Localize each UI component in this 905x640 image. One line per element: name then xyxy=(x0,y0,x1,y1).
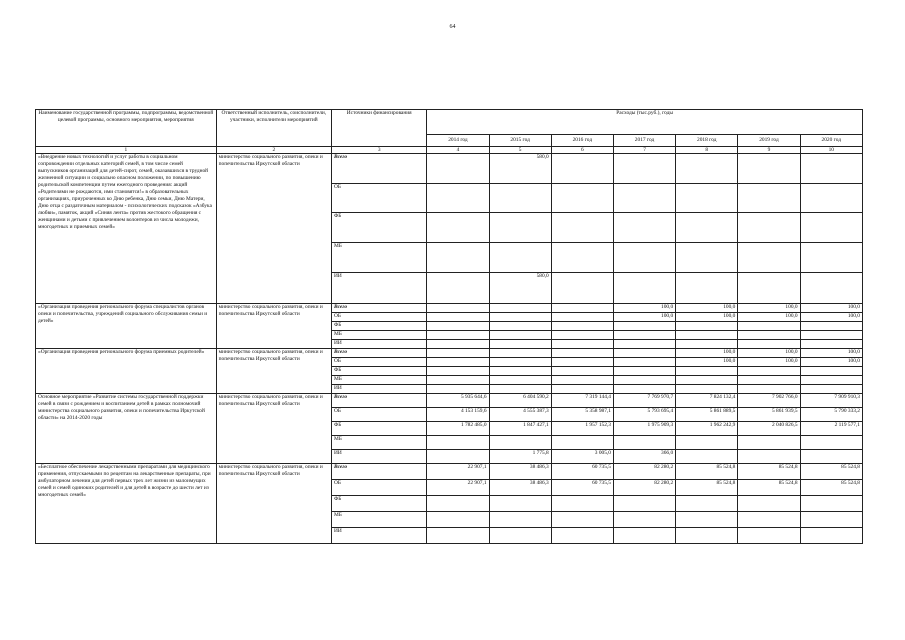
expense-value xyxy=(800,340,862,349)
expense-value xyxy=(800,450,862,464)
expense-value xyxy=(551,243,613,273)
expense-value xyxy=(613,367,675,376)
expense-value xyxy=(427,340,489,349)
expense-value xyxy=(427,213,489,243)
expense-value xyxy=(676,331,738,340)
column-number: 8 xyxy=(676,147,738,154)
expense-value xyxy=(800,528,862,544)
expense-value xyxy=(489,512,551,528)
expense-value: 100,0 xyxy=(800,313,862,322)
expense-value: 100,0 xyxy=(676,349,738,358)
header-expenses: Расходы (тыс.руб.), годы xyxy=(427,110,863,135)
funding-source: МБ xyxy=(332,243,427,273)
expense-value xyxy=(676,273,738,304)
expense-value: 100,0 xyxy=(800,304,862,313)
expense-value xyxy=(676,436,738,450)
expense-value: 1 847 427,1 xyxy=(489,422,551,436)
expense-value xyxy=(738,436,800,450)
year-header: 2016 год xyxy=(551,135,613,147)
expense-value: 580,0 xyxy=(489,273,551,304)
funding-source: ОБ xyxy=(332,480,427,496)
expense-value xyxy=(676,385,738,394)
column-number: 3 xyxy=(332,147,427,154)
year-header: 2019 год xyxy=(738,135,800,147)
expense-value xyxy=(738,273,800,304)
column-number: 5 xyxy=(489,147,551,154)
expense-value xyxy=(551,213,613,243)
funding-source: МБ xyxy=(332,376,427,385)
header-executor: Ответственный исполнитель, соисполнители, участники, исполнители мероприятий xyxy=(216,110,331,147)
table-row xyxy=(36,304,863,313)
expense-value xyxy=(427,273,489,304)
funding-source: ОБ xyxy=(332,184,427,213)
expense-value: 5 861 939,5 xyxy=(738,408,800,422)
expense-value: 366,0 xyxy=(613,450,675,464)
funding-source: ИИ xyxy=(332,340,427,349)
expense-value xyxy=(800,213,862,243)
expense-value: 1 957 152,3 xyxy=(551,422,613,436)
expense-value: 4 555 387,3 xyxy=(489,408,551,422)
funding-source: ИИ xyxy=(332,528,427,544)
expense-value: 1 782 485,0 xyxy=(427,422,489,436)
expense-value xyxy=(551,358,613,367)
expense-value xyxy=(551,313,613,322)
expense-value: 2 119 577,1 xyxy=(800,422,862,436)
expense-value: 60 735,5 xyxy=(551,464,613,480)
measure-executor: министерство социального развития, опеки и попечительства Иркутской области xyxy=(216,464,331,544)
expense-value: 22 907,1 xyxy=(427,480,489,496)
expense-value xyxy=(676,322,738,331)
expense-value xyxy=(427,349,489,358)
expense-value: 22 907,1 xyxy=(427,464,489,480)
expense-value xyxy=(613,436,675,450)
expense-value: 100,0 xyxy=(613,313,675,322)
expense-value xyxy=(427,304,489,313)
measure-name: Основное мероприятие «Развитие системы государственной поддержки семей в связи с рождением и воспитанием детей в рамках полномочий министерства социального развития, опеки и попечительства Иркутской области» на 2014-2020 годы xyxy=(36,394,217,464)
expense-value xyxy=(800,331,862,340)
expense-value xyxy=(738,376,800,385)
measure-executor: министерство социального развития, опеки и попечительства Иркутской области xyxy=(216,349,331,394)
funding-source: Всего xyxy=(332,394,427,408)
expense-value xyxy=(551,376,613,385)
expense-value xyxy=(613,154,675,184)
expense-value xyxy=(489,376,551,385)
expense-value: 1 775,8 xyxy=(489,450,551,464)
expense-value xyxy=(738,512,800,528)
measure-executor: министерство социального развития, опеки и попечительства Иркутской области xyxy=(216,154,331,304)
funding-source: Всего xyxy=(332,349,427,358)
column-number: 2 xyxy=(216,147,331,154)
expense-value xyxy=(551,273,613,304)
expense-value xyxy=(551,184,613,213)
funding-source: Всего xyxy=(332,464,427,480)
measure-executor: министерство социального развития, опеки и попечительства Иркутской области xyxy=(216,394,331,464)
expense-value xyxy=(551,367,613,376)
expense-value xyxy=(738,340,800,349)
expense-value: 82 280,2 xyxy=(613,480,675,496)
expense-value xyxy=(427,385,489,394)
expense-value xyxy=(489,340,551,349)
expense-value xyxy=(613,385,675,394)
expense-value xyxy=(800,385,862,394)
expense-value xyxy=(427,243,489,273)
expense-value xyxy=(800,512,862,528)
expense-value xyxy=(427,512,489,528)
expense-value xyxy=(800,154,862,184)
funding-source: ФБ xyxy=(332,496,427,512)
expense-value xyxy=(489,349,551,358)
expense-value xyxy=(489,213,551,243)
expense-value: 100,0 xyxy=(800,358,862,367)
expense-value: 60 735,5 xyxy=(551,480,613,496)
expense-value xyxy=(427,358,489,367)
expense-value xyxy=(427,322,489,331)
expense-value xyxy=(676,496,738,512)
funding-source: МБ xyxy=(332,331,427,340)
expense-value xyxy=(551,331,613,340)
table-row xyxy=(36,154,863,184)
expense-value xyxy=(489,322,551,331)
expense-value xyxy=(613,340,675,349)
expense-value xyxy=(676,340,738,349)
expense-value xyxy=(551,349,613,358)
expense-value xyxy=(800,184,862,213)
expense-value xyxy=(427,367,489,376)
funding-source: Всего xyxy=(332,304,427,313)
expense-value: 2 040 826,5 xyxy=(738,422,800,436)
measure-name: «Внедрение новых технологий и услуг работы в социальном сопровождении отдельных категорий семей, в том числе семей выпускников организаций для детей-сирот, семей, оказавшихся в трудной жизненной ситуации и социально опасном положении, по повышению родительской компетенции путем ежегодного проведения: акций «Родителями не рождаются, ими становятся!» в образовательных организациях, приуроченных ко Дню ребенка, Дню семьи, Дню Матери, Дню отца с раздаточным материалом - психологических подсказок «Азбука любви», памяток, акций «Синяя лента» против жестокого обращения с женщинами и детьми с привлечением волонтеров из числа молодежи, многодетных и приемных семей» xyxy=(36,154,217,304)
expense-value: 5 861 889,5 xyxy=(676,408,738,422)
expense-value: 3 005,0 xyxy=(551,450,613,464)
expense-value xyxy=(551,512,613,528)
expense-value xyxy=(489,243,551,273)
expense-value xyxy=(676,243,738,273)
expense-value: 7 824 132,4 xyxy=(676,394,738,408)
expense-value: 5 793 695,4 xyxy=(613,408,675,422)
expense-value: 82 280,2 xyxy=(613,464,675,480)
expense-value xyxy=(551,322,613,331)
funding-source: ОБ xyxy=(332,408,427,422)
expense-value xyxy=(613,528,675,544)
column-number: 4 xyxy=(427,147,489,154)
expense-value xyxy=(613,213,675,243)
funding-source: ФБ xyxy=(332,213,427,243)
expense-value xyxy=(551,340,613,349)
expense-value: 1 962 242,9 xyxy=(676,422,738,436)
expense-value: 85 524,8 xyxy=(738,464,800,480)
expense-value xyxy=(551,385,613,394)
expense-value: 100,0 xyxy=(800,349,862,358)
measure-name: «Бесплатное обеспечение лекарственными препаратами для медицинского применения, отпускаемыми по рецептам на лекарственные препараты, при амбулаторном лечении для детей первых трех лет жизни из малоимущих семей и семей одиноких родителей и для детей в возрасте до шести лет из многодетных семей» xyxy=(36,464,217,544)
expense-value xyxy=(427,331,489,340)
expense-value xyxy=(738,367,800,376)
expense-value xyxy=(800,243,862,273)
expense-value: 6 404 590,2 xyxy=(489,394,551,408)
column-number: 9 xyxy=(738,147,800,154)
funding-source: ОБ xyxy=(332,313,427,322)
expense-value: 100,0 xyxy=(613,304,675,313)
expense-value: 100,0 xyxy=(676,313,738,322)
expense-value xyxy=(551,528,613,544)
expense-value xyxy=(427,450,489,464)
expense-value xyxy=(676,154,738,184)
expense-value: 85 524,8 xyxy=(676,480,738,496)
header-sources: Источники финансирования xyxy=(332,110,427,147)
expense-value xyxy=(489,313,551,322)
funding-source: ИИ xyxy=(332,385,427,394)
expense-value xyxy=(427,313,489,322)
table-row xyxy=(36,394,863,408)
expense-value xyxy=(489,184,551,213)
expense-value xyxy=(489,528,551,544)
expense-value xyxy=(613,512,675,528)
expense-value xyxy=(676,213,738,243)
expense-value: 7 902 766,0 xyxy=(738,394,800,408)
page-number: 64 xyxy=(449,24,456,30)
expense-value xyxy=(551,436,613,450)
expense-value xyxy=(800,367,862,376)
expense-value xyxy=(738,496,800,512)
expense-value xyxy=(613,322,675,331)
expense-value xyxy=(427,184,489,213)
expense-value xyxy=(613,358,675,367)
expense-value xyxy=(613,331,675,340)
budget-table xyxy=(35,109,863,544)
column-number: 6 xyxy=(551,147,613,154)
expense-value: 580,0 xyxy=(489,154,551,184)
expense-value: 7 319 144,4 xyxy=(551,394,613,408)
expense-value: 85 524,8 xyxy=(800,464,862,480)
expense-value: 100,0 xyxy=(738,349,800,358)
expense-value xyxy=(613,349,675,358)
expense-value: 85 524,8 xyxy=(800,480,862,496)
expense-value xyxy=(427,376,489,385)
expense-value: 38 486,3 xyxy=(489,464,551,480)
expense-value xyxy=(738,184,800,213)
expense-value: 100,0 xyxy=(738,358,800,367)
expense-value xyxy=(738,322,800,331)
expense-value xyxy=(800,322,862,331)
expense-value xyxy=(613,243,675,273)
expense-value: 100,0 xyxy=(676,304,738,313)
column-number: 7 xyxy=(613,147,675,154)
table-row xyxy=(36,349,863,358)
expense-value xyxy=(551,304,613,313)
expense-value: 4 153 159,6 xyxy=(427,408,489,422)
expense-value xyxy=(427,154,489,184)
expense-value xyxy=(489,304,551,313)
expense-value: 7 909 910,3 xyxy=(800,394,862,408)
measure-name: «Организация проведения регионального форума специалистов органов опеки и попечительства, учреждений социального обслуживания семьи и детей» xyxy=(36,304,217,349)
expense-value xyxy=(738,213,800,243)
expense-value xyxy=(613,496,675,512)
expense-value xyxy=(489,358,551,367)
funding-source: Всего xyxy=(332,154,427,184)
funding-source: ИИ xyxy=(332,273,427,304)
expense-value xyxy=(489,436,551,450)
expense-value xyxy=(738,154,800,184)
expense-value xyxy=(427,528,489,544)
table-row xyxy=(36,464,863,480)
column-number: 10 xyxy=(800,147,862,154)
funding-source: ФБ xyxy=(332,422,427,436)
expense-value xyxy=(551,496,613,512)
expense-value xyxy=(551,154,613,184)
expense-value xyxy=(800,496,862,512)
funding-source: МБ xyxy=(332,436,427,450)
expense-value: 7 769 970,7 xyxy=(613,394,675,408)
funding-source: ОБ xyxy=(332,358,427,367)
expense-value xyxy=(738,528,800,544)
expense-value: 100,0 xyxy=(676,358,738,367)
expense-value xyxy=(613,273,675,304)
expense-value xyxy=(613,376,675,385)
expense-value xyxy=(738,385,800,394)
expense-value: 100,0 xyxy=(738,313,800,322)
measure-executor: министерство социального развития, опеки и попечительства Иркутской области xyxy=(216,304,331,349)
expense-value xyxy=(800,376,862,385)
expense-value: 100,0 xyxy=(738,304,800,313)
expense-value xyxy=(489,367,551,376)
expense-value xyxy=(738,331,800,340)
year-header: 2020 год xyxy=(800,135,862,147)
expense-value: 85 524,8 xyxy=(676,464,738,480)
measure-name: «Организация проведения регионального форума приемных родителей» xyxy=(36,349,217,394)
expense-value xyxy=(676,367,738,376)
expense-value xyxy=(676,376,738,385)
year-header: 2017 год xyxy=(613,135,675,147)
year-header: 2018 год xyxy=(676,135,738,147)
expense-value: 5 935 644,6 xyxy=(427,394,489,408)
expense-value xyxy=(489,385,551,394)
expense-value xyxy=(738,243,800,273)
year-header: 2014 год xyxy=(427,135,489,147)
funding-source: ФБ xyxy=(332,322,427,331)
year-header: 2015 год xyxy=(489,135,551,147)
expense-value: 1 975 909,3 xyxy=(613,422,675,436)
expense-value: 38 486,3 xyxy=(489,480,551,496)
expense-value xyxy=(738,450,800,464)
expense-value xyxy=(676,184,738,213)
expense-value xyxy=(427,436,489,450)
expense-value xyxy=(613,184,675,213)
expense-value xyxy=(676,512,738,528)
expense-value xyxy=(676,450,738,464)
expense-value: 5 358 987,1 xyxy=(551,408,613,422)
funding-source: ИИ xyxy=(332,450,427,464)
funding-source: МБ xyxy=(332,512,427,528)
expense-value xyxy=(800,436,862,450)
column-number: 1 xyxy=(36,147,217,154)
expense-value: 5 790 333,2 xyxy=(800,408,862,422)
expense-value xyxy=(489,496,551,512)
expense-value xyxy=(427,496,489,512)
expense-value xyxy=(489,331,551,340)
header-name: Наименование государственной программы, подпрограммы, ведомственной целевой программы, основного мероприятия, мероприятия xyxy=(36,110,217,147)
expense-value xyxy=(800,273,862,304)
funding-source: ФБ xyxy=(332,367,427,376)
expense-value xyxy=(676,528,738,544)
expense-value: 85 524,8 xyxy=(738,480,800,496)
